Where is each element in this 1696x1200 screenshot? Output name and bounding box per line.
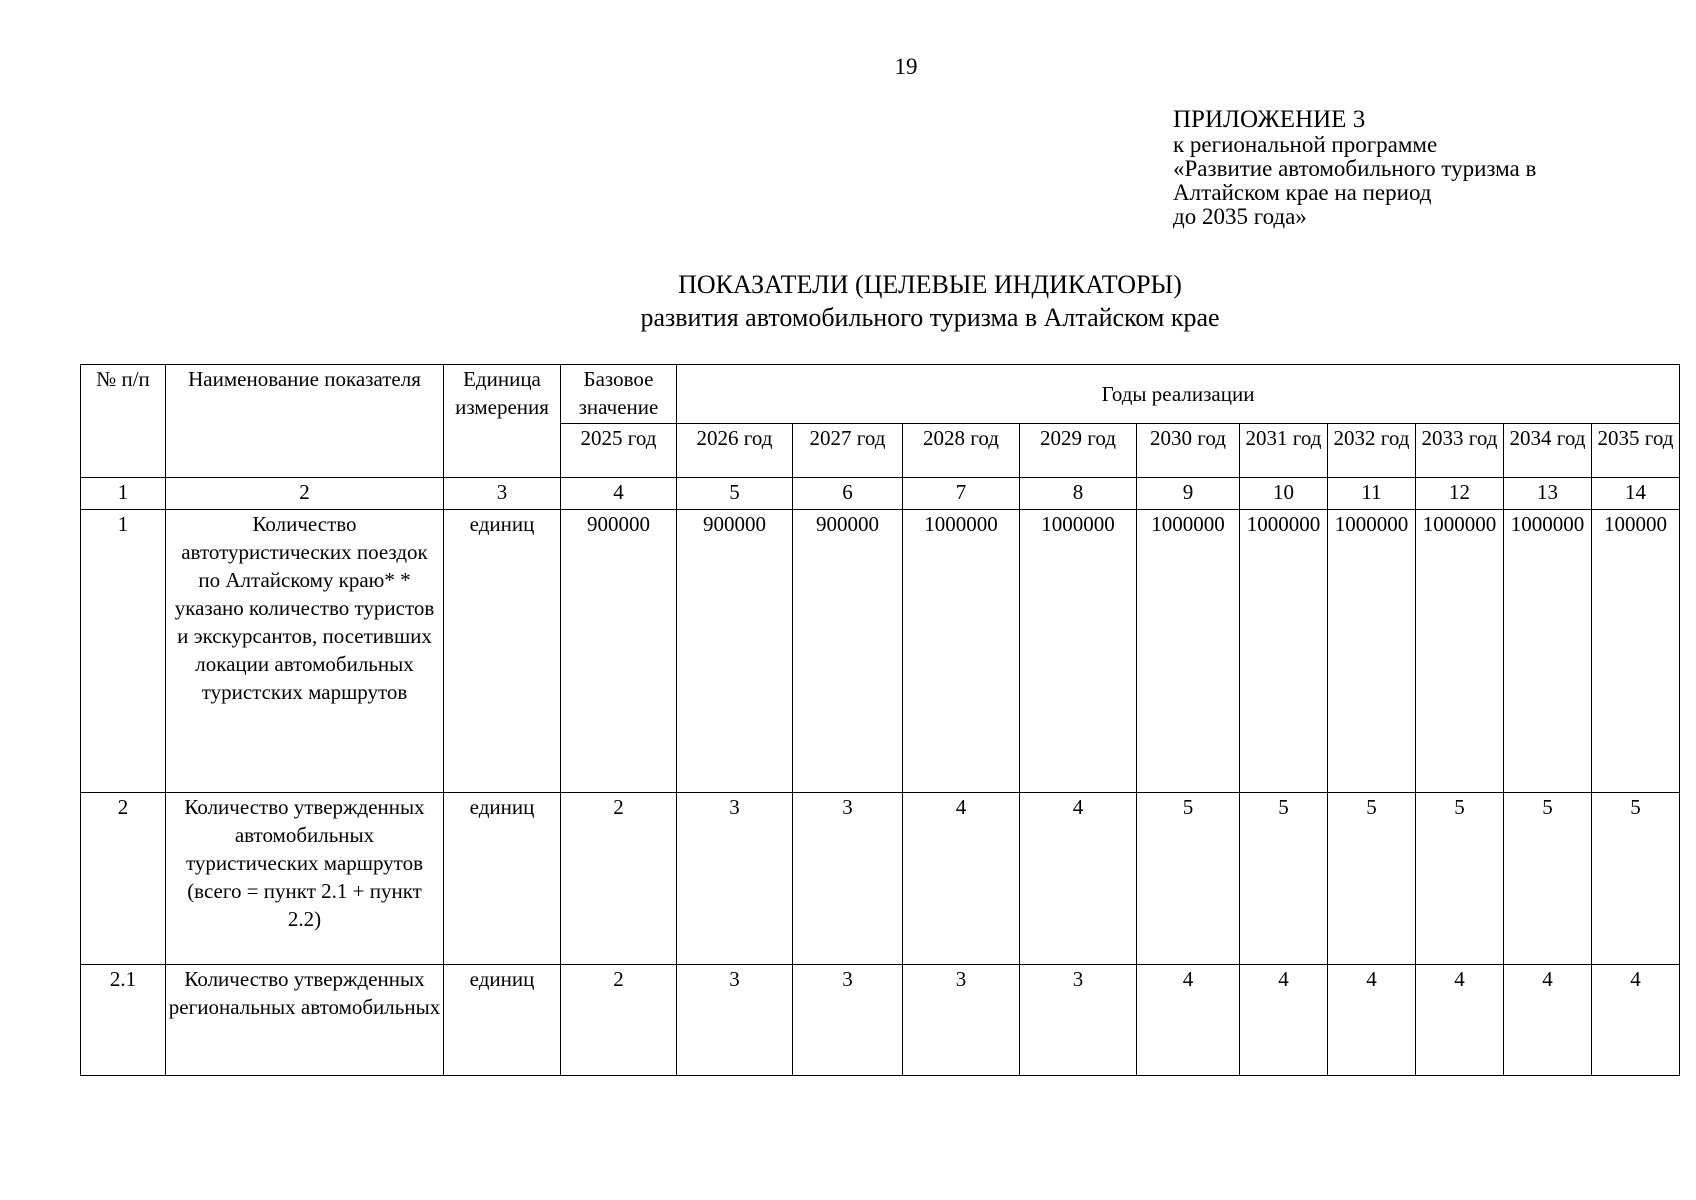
column-number: 12 — [1416, 478, 1504, 510]
appendix-line: «Развитие автомобильного туризма в — [1173, 156, 1537, 181]
value-cell: 1000000 — [1504, 510, 1592, 793]
value-cell: 4 — [1240, 965, 1328, 1076]
header-year: 2028 год — [903, 424, 1020, 478]
table-row — [81, 965, 1680, 1076]
value-cell: 900000 — [793, 510, 903, 793]
heading-subtitle: развития автомобильного туризма в Алтайском крае — [640, 303, 1220, 332]
value-cell: 4 — [1328, 965, 1416, 1076]
value-cell: 2 — [561, 793, 677, 965]
value-cell: 5 — [1416, 793, 1504, 965]
header-num: № п/п — [81, 365, 166, 478]
value-cell: 5 — [1137, 793, 1240, 965]
row-number: 1 — [81, 510, 166, 793]
unit-cell: единиц — [444, 793, 561, 965]
value-cell: 900000 — [561, 510, 677, 793]
table-row — [81, 510, 1680, 793]
column-number: 6 — [793, 478, 903, 510]
value-cell: 4 — [1020, 793, 1137, 965]
value-cell: 3 — [1020, 965, 1137, 1076]
value-cell: 3 — [793, 793, 903, 965]
header-year: 2035 год — [1592, 424, 1680, 478]
indicator-name: Количество утвержденных региональных автомобильных — [166, 965, 444, 1076]
value-cell: 5 — [1240, 793, 1328, 965]
header-year: 2033 год — [1416, 424, 1504, 478]
column-number: 7 — [903, 478, 1020, 510]
header-year: 2026 год — [677, 424, 793, 478]
value-cell: 5 — [1592, 793, 1680, 965]
header-year: 2029 год — [1020, 424, 1137, 478]
header-years: Годы реализации — [677, 365, 1680, 424]
column-number: 11 — [1328, 478, 1416, 510]
header-year: 2031 год — [1240, 424, 1328, 478]
table-row — [81, 793, 1680, 965]
value-cell: 1000000 — [1416, 510, 1504, 793]
table-header-row — [81, 365, 1680, 424]
page-number: 19 — [894, 54, 918, 79]
appendix-line: к региональной программе — [1173, 132, 1438, 157]
value-cell: 5 — [1328, 793, 1416, 965]
appendix-line: до 2035 года» — [1173, 204, 1307, 229]
row-number: 2 — [81, 793, 166, 965]
column-number: 1 — [81, 478, 166, 510]
indicator-name: Количество автотуристических поездок по Алтайскому краю* * указано количество туристов и экскурсантов, посетивших локации автомобильных туристских маршрутов — [166, 510, 444, 793]
header-year: 2034 год — [1504, 424, 1592, 478]
value-cell: 1000000 — [1240, 510, 1328, 793]
document-heading — [0, 268, 1696, 334]
value-cell: 5 — [1504, 793, 1592, 965]
column-number: 13 — [1504, 478, 1592, 510]
value-cell: 4 — [1504, 965, 1592, 1076]
column-number: 10 — [1240, 478, 1328, 510]
header-base: Базовое значение — [561, 365, 677, 424]
value-cell: 4 — [903, 793, 1020, 965]
value-cell: 4 — [1592, 965, 1680, 1076]
unit-cell: единиц — [444, 965, 561, 1076]
indicator-name: Количество утвержденных автомобильных туристических маршрутов (всего = пункт 2.1 + пункт 2.2) — [166, 793, 444, 965]
value-cell: 4 — [1416, 965, 1504, 1076]
value-cell: 3 — [903, 965, 1020, 1076]
column-number: 14 — [1592, 478, 1680, 510]
indicators-table — [80, 364, 1680, 1076]
column-number: 3 — [444, 478, 561, 510]
value-cell: 3 — [793, 965, 903, 1076]
header-year: 2027 год — [793, 424, 903, 478]
table-column-numbers-row — [81, 478, 1680, 510]
column-number: 9 — [1137, 478, 1240, 510]
value-cell: 1000000 — [1328, 510, 1416, 793]
heading-title: ПОКАЗАТЕЛИ (ЦЕЛЕВЫЕ ИНДИКАТОРЫ) — [678, 270, 1182, 299]
row-number: 2.1 — [81, 965, 166, 1076]
unit-cell: единиц — [444, 510, 561, 793]
column-number: 5 — [677, 478, 793, 510]
value-cell: 2 — [561, 965, 677, 1076]
value-cell: 1000000 — [1137, 510, 1240, 793]
appendix-line: Алтайском крае на период — [1173, 180, 1432, 205]
value-cell: 900000 — [677, 510, 793, 793]
header-year: 2025 год — [561, 424, 677, 478]
column-number: 8 — [1020, 478, 1137, 510]
header-name: Наименование показателя — [166, 365, 444, 478]
header-year: 2032 год — [1328, 424, 1416, 478]
value-cell: 4 — [1137, 965, 1240, 1076]
value-cell: 3 — [677, 965, 793, 1076]
value-cell: 3 — [677, 793, 793, 965]
value-cell: 1000000 — [1020, 510, 1137, 793]
header-unit: Единица измерения — [444, 365, 561, 478]
column-number: 2 — [166, 478, 444, 510]
appendix-title: ПРИЛОЖЕНИЕ 3 — [1173, 106, 1366, 133]
column-number: 4 — [561, 478, 677, 510]
appendix-block — [1173, 106, 1536, 229]
value-cell: 100000 — [1592, 510, 1680, 793]
header-year: 2030 год — [1137, 424, 1240, 478]
value-cell: 1000000 — [903, 510, 1020, 793]
